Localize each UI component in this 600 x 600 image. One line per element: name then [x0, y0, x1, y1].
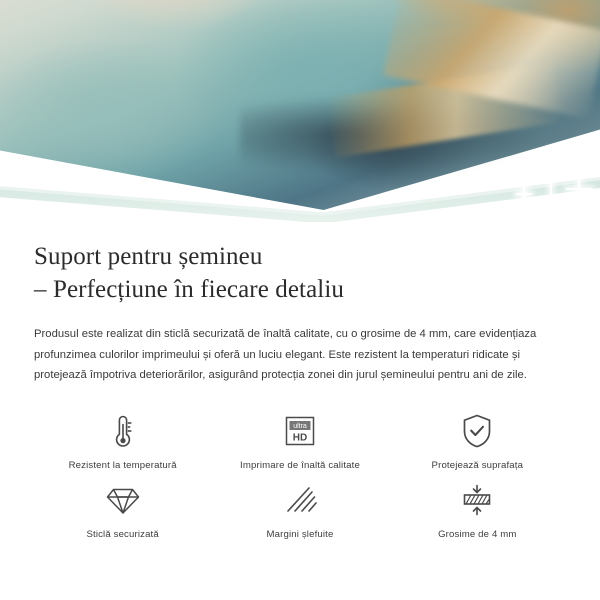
- svg-text:ultra: ultra: [293, 422, 307, 430]
- page-title: [34, 240, 566, 306]
- content-area: [0, 222, 600, 540]
- feature-item-tempered-glass: [34, 477, 211, 540]
- feature-item-polished-edges: [211, 477, 388, 540]
- description-paragraph: Produsul este realizat din sticlă securizată de înaltă calitate, cu o grosime de 4 mm, care evidențiaza profunzimea culorilor imprimeului și oferă un luciu elegant. Este rezistent la temperaturi ridicate și protejează împotriva deteriorărilor, asigurând protecția zonei din jurul șemineului pentru ani de zile.: [34, 328, 537, 382]
- feature-item-surface-protection: [389, 408, 566, 471]
- diamond-icon: [100, 477, 146, 523]
- feature-label: Grosime de 4 mm: [438, 528, 517, 540]
- headline-line-2: – Perfecțiune în fiecare detaliu: [34, 276, 344, 303]
- thermometer-icon: [100, 408, 146, 454]
- thickness-4mm-icon: [454, 477, 500, 523]
- feature-label: Sticlă securizată: [86, 528, 159, 540]
- feature-item-temperature: [34, 408, 211, 471]
- feature-label: Rezistent la temperatură: [68, 459, 177, 471]
- feature-item-thickness: [389, 477, 566, 540]
- feature-grid: [34, 408, 566, 540]
- feature-label: Margini șlefuite: [266, 528, 334, 540]
- svg-text:HD: HD: [292, 432, 308, 444]
- shield-check-icon: [454, 408, 500, 454]
- headline-line-1: Suport pentru șemineu: [34, 243, 263, 270]
- feature-item-print-quality: [211, 408, 388, 471]
- hero-image: [0, 0, 600, 222]
- ultra-hd-icon: [277, 408, 323, 454]
- feature-label: Protejează suprafața: [431, 459, 524, 471]
- feature-label: Imprimare de înaltă calitate: [240, 459, 360, 471]
- polished-edges-icon: [277, 477, 323, 523]
